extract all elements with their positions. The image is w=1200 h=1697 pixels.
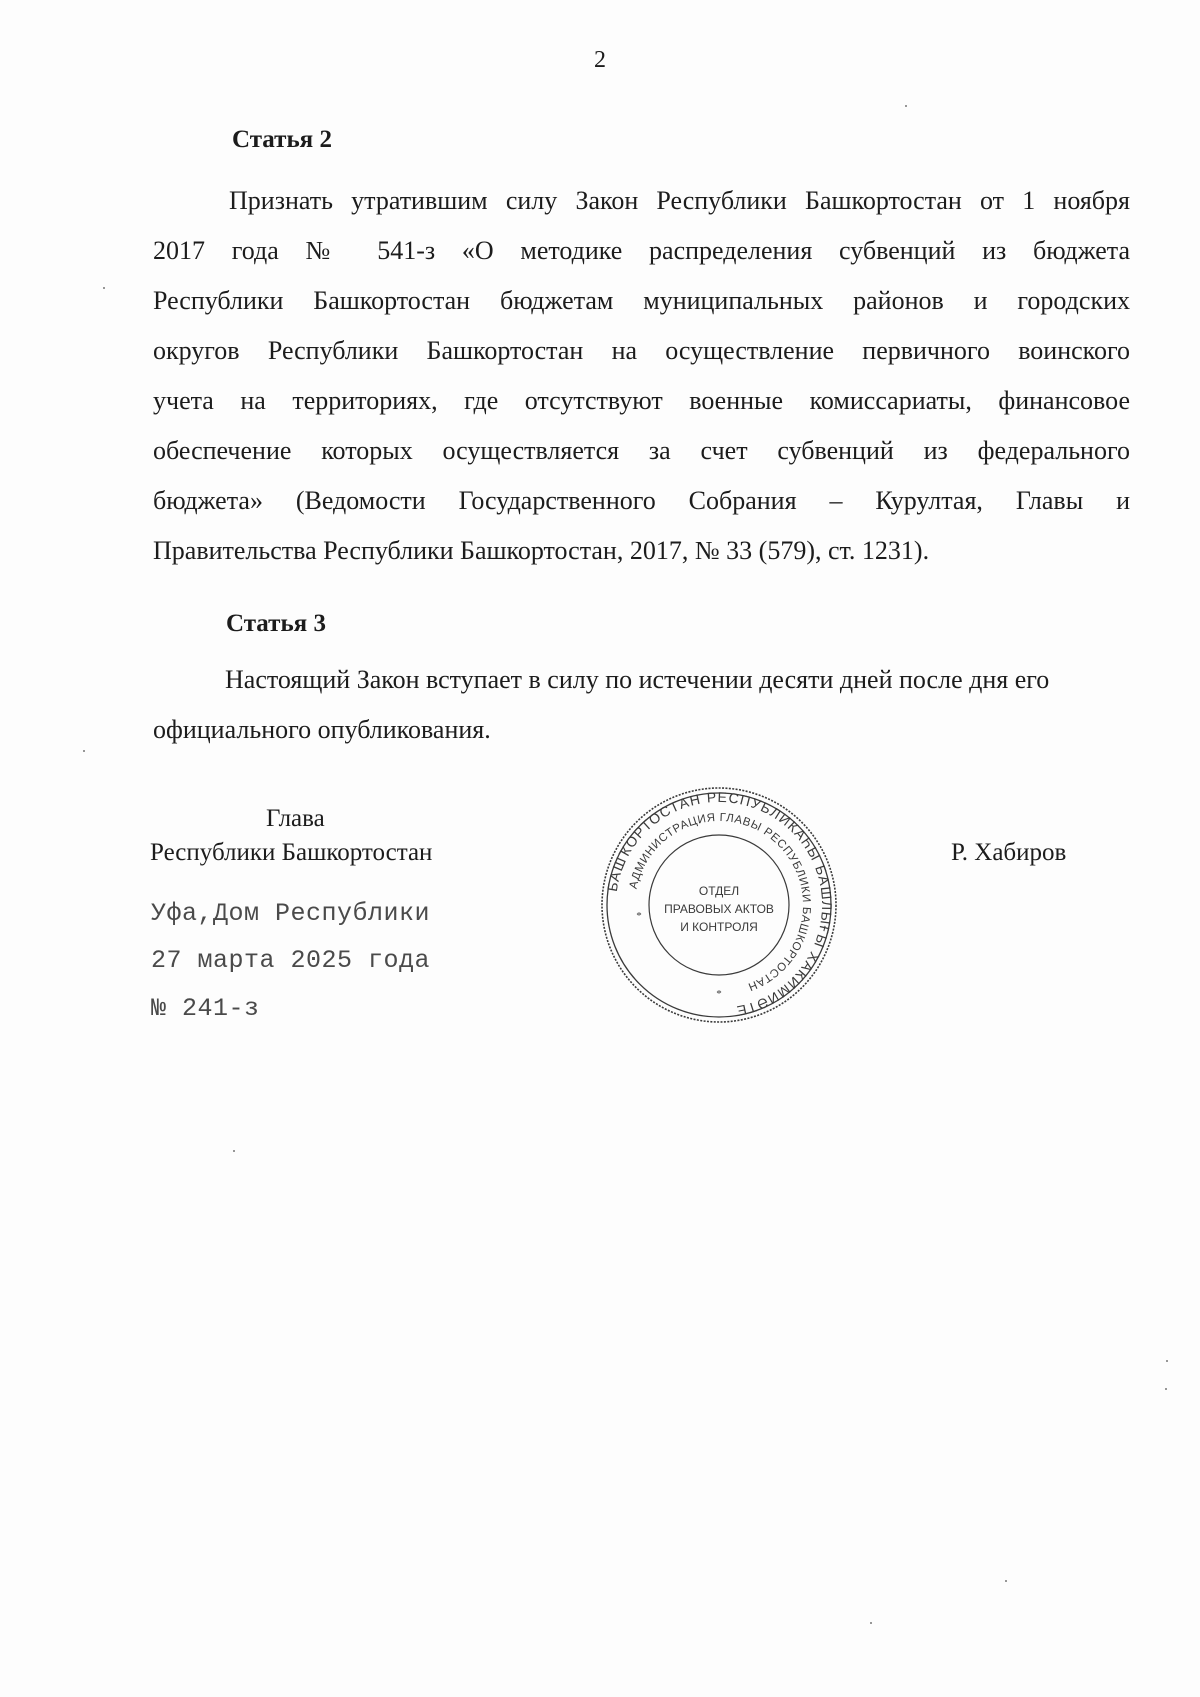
seal-center-line-3: И КОНТРОЛЯ [680,920,758,934]
signatory-title-line-1: Глава [266,805,325,832]
article-2-line: обеспечение которых осуществляется за счет субвенций из федерального [153,436,1130,465]
page-number: 2 [594,47,606,73]
article-2-line: 2017 года № 541-з «О методике распределения субвенций из бюджета [153,236,1130,265]
scan-speck [1005,1580,1007,1582]
article-3-line: официального опубликования. [153,715,491,744]
scan-speck [83,750,85,752]
article-2-line: Республики Башкортостан бюджетам муниципальных районов и городских [153,286,1130,315]
article-2-line: Правительства Республики Башкортостан, 2017, № 33 (579), ст. 1231). [153,536,930,565]
article-2-line: бюджета» (Ведомости Государственного Собрания – Курултая, Главы и [153,486,1130,515]
signing-place: Уфа,Дом Республики [151,899,431,928]
article-3-heading: Статья 3 [226,610,326,637]
signatory-name: Р. Хабиров [951,839,1067,866]
article-2-heading: Статья 2 [232,126,332,153]
article-3-body [153,655,1115,755]
article-2-line: учета на территориях, где отсутствуют военные комиссариаты, финансовое [153,386,1130,415]
article-2-line: Признать утратившим силу Закон Республики Башкортостан от 1 ноября [229,186,1130,215]
seal-center-line-2: ПРАВОВЫХ АКТОВ [664,902,774,916]
seal-center-line-1: ОТДЕЛ [698,884,740,898]
scan-speck [1166,1360,1168,1362]
article-2-body [153,176,1130,576]
article-3-line: Настоящий Закон вступает в силу по истечении десяти дней после дня его [225,665,1050,694]
signing-date: 27 марта 2025 года [151,946,431,975]
seal-star-left: * [636,910,642,922]
signatory-title-line-2: Республики Башкортостан [150,839,433,866]
scan-speck [1165,1388,1167,1390]
seal-outer-text: БАШҠОРТОСТАН РЕСПУБЛИКАҺЫ БАШЛЫҒЫ ХАКИМИӘТЕ [603,788,836,1020]
law-number: № 241-з [151,994,260,1023]
scan-speck [233,1150,235,1152]
seal-star-bottom: * [716,988,722,1000]
scan-speck [905,105,907,107]
scan-speck [870,1622,872,1624]
official-seal-stamp [599,785,839,1025]
article-2-line: округов Республики Башкортостан на осуществление первичного воинского [153,336,1130,365]
scan-speck [103,287,105,289]
seal-inner-text: АДМИНИСТРАЦИЯ ГЛАВЫ РЕСПУБЛИКИ БАШКОРТОСТАН [627,811,813,993]
